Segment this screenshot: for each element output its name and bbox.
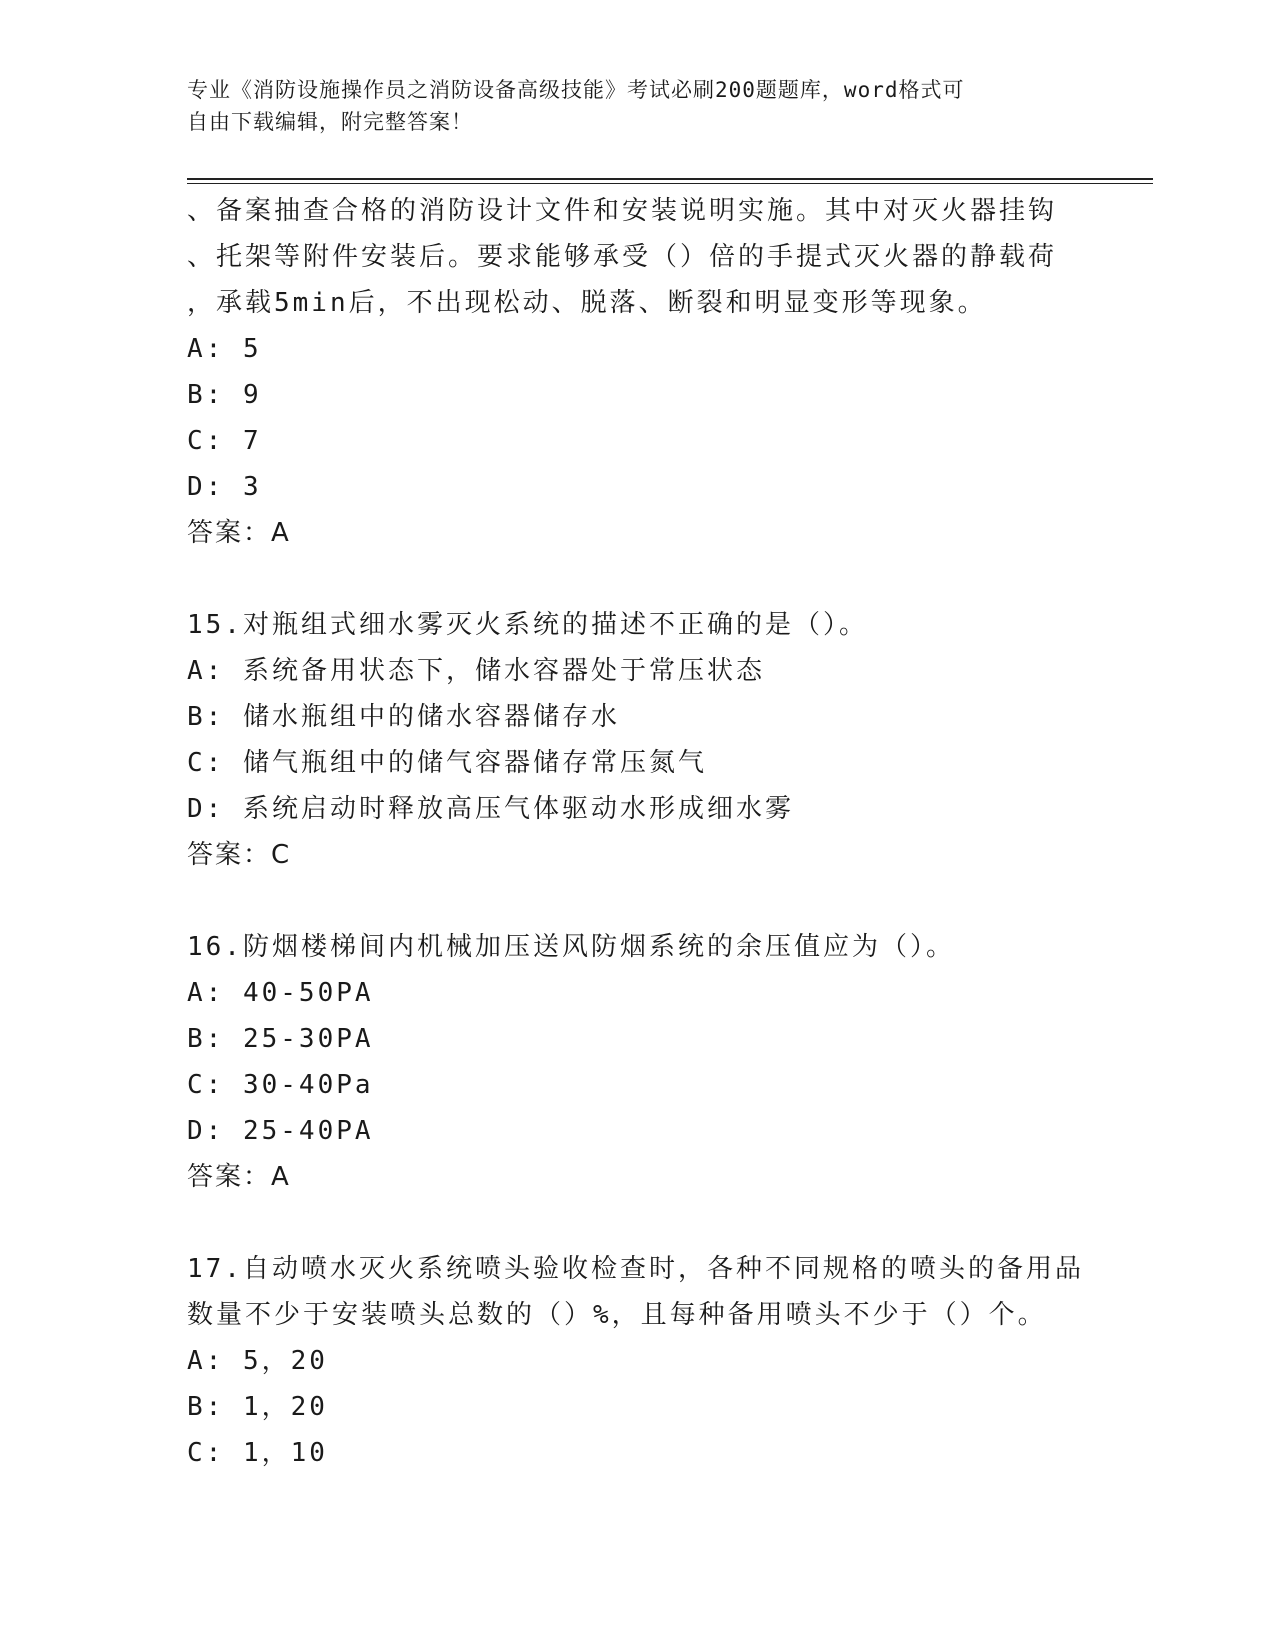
option-c: C: 7 bbox=[187, 426, 262, 456]
option-a: A: 系统备用状态下，储水容器处于常压状态 bbox=[187, 656, 765, 686]
question-text-line: 16.防烟楼梯间内机械加压送风防烟系统的余压值应为（）。 bbox=[187, 932, 955, 962]
option-d: D: 25-40PA bbox=[187, 1116, 374, 1146]
question-text-line: 15.对瓶组式细水雾灭火系统的描述不正确的是（）。 bbox=[187, 610, 868, 640]
header-divider-thin bbox=[187, 183, 1153, 184]
option-a: A: 5 bbox=[187, 334, 262, 364]
question-15 bbox=[187, 602, 1107, 878]
option-a: A: 40-50PA bbox=[187, 978, 374, 1008]
option-d: D: 3 bbox=[187, 472, 262, 502]
option-b: B: 储水瓶组中的储水容器储存水 bbox=[187, 702, 620, 732]
option-c: C: 储气瓶组中的储气容器储存常压氮气 bbox=[187, 748, 707, 778]
question-16 bbox=[187, 924, 1107, 1200]
answer-label: 答案：A bbox=[187, 1162, 291, 1192]
header-title-line-1: 专业《消防设施操作员之消防设备高级技能》考试必刷200题题库，word格式可 bbox=[187, 78, 965, 102]
answer-label: 答案：A bbox=[187, 518, 291, 548]
option-d: D: 系统启动时释放高压气体驱动水形成细水雾 bbox=[187, 794, 794, 824]
option-b: B: 25-30PA bbox=[187, 1024, 374, 1054]
option-b: B: 9 bbox=[187, 380, 262, 410]
question-text-line: 、托架等附件安装后。要求能够承受（）倍的手提式灭火器的静载荷 bbox=[187, 242, 1058, 272]
question-text-line: 数量不少于安装喷头总数的（）%，且每种备用喷头不少于（）个。 bbox=[187, 1300, 1047, 1330]
question-17 bbox=[187, 1246, 1107, 1476]
option-b: B: 1，20 bbox=[187, 1392, 328, 1422]
option-c: C: 1，10 bbox=[187, 1438, 328, 1468]
question-text-line: 17.自动喷水灭火系统喷头验收检查时，各种不同规格的喷头的备用品 bbox=[187, 1254, 1084, 1284]
document-header bbox=[187, 74, 1087, 138]
question-text-line: ，承载5min后，不出现松动、脱落、断裂和明显变形等现象。 bbox=[187, 288, 987, 318]
option-a: A: 5，20 bbox=[187, 1346, 328, 1376]
question-text-line: 、备案抽查合格的消防设计文件和安装说明实施。其中对灭火器挂钩 bbox=[187, 196, 1058, 226]
document-body bbox=[187, 188, 1107, 1476]
option-c: C: 30-40Pa bbox=[187, 1070, 374, 1100]
header-divider-thick bbox=[187, 178, 1153, 180]
answer-label: 答案：C bbox=[187, 840, 292, 870]
question-14-continuation bbox=[187, 188, 1107, 556]
header-title-line-2: 自由下载编辑，附完整答案！ bbox=[187, 110, 473, 134]
